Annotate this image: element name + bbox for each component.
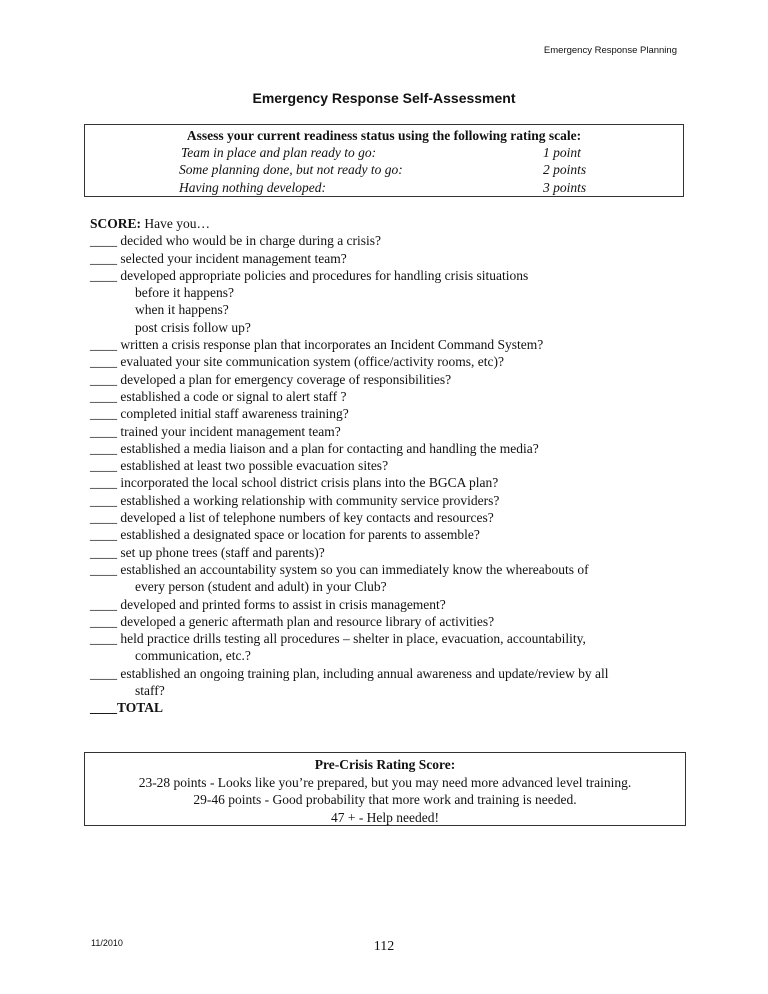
scale-row	[85, 180, 683, 198]
rating-score-line: 47 + - Help needed!	[330, 809, 440, 825]
checklist-item: ____ developed a plan for emergency coverage of responsibilities?	[90, 371, 452, 387]
scale-row	[85, 145, 683, 163]
checklist-intro	[90, 215, 690, 232]
scale-row-points: 2 points	[543, 162, 587, 177]
checklist-item: ____ established a code or signal to alert staff ?	[90, 388, 347, 404]
checklist-continuation: every person (student and adult) in your Club?	[135, 579, 387, 595]
checklist-item: ____ established an accountability system so you can immediately know the whereabouts of	[90, 561, 589, 577]
checklist-item: ____ decided who would be in charge during a crisis?	[90, 233, 382, 249]
scale-row-points: 3 points	[543, 180, 587, 195]
checklist-item: ____ incorporated the local school district crisis plans into the BGCA plan?	[90, 475, 499, 491]
checklist-item: ____ evaluated your site communication system (office/activity rooms, etc)?	[90, 354, 505, 370]
checklist-item: ____ developed a list of telephone numbers of key contacts and resources?	[90, 510, 494, 526]
checklist-item: ____ established a working relationship with community service providers?	[90, 492, 500, 508]
checklist	[90, 215, 690, 717]
rating-score-line: 29-46 points - Good probability that more work and training is needed.	[193, 792, 577, 807]
document-title: Emergency Response Self-Assessment	[252, 90, 516, 106]
rating-score-title: Pre-Crisis Rating Score:	[314, 757, 456, 772]
scale-row-label: Team in place and plan ready to go:	[181, 145, 377, 160]
scale-row-label: Some planning done, but not ready to go:	[179, 162, 403, 177]
header-section-label: Emergency Response Planning	[543, 45, 677, 56]
checklist-item: ____ established a designated space or location for parents to assemble?	[90, 527, 480, 543]
checklist-item: ____ trained your incident management team?	[90, 423, 341, 439]
checklist-sub-item: before it happens?	[135, 285, 234, 301]
footer-date: 11/2010	[91, 938, 123, 948]
checklist-item: ____ developed appropriate policies and procedures for handling crisis situations	[90, 267, 529, 283]
scale-row	[85, 162, 683, 180]
checklist-item: ____ set up phone trees (staff and parents)?	[90, 544, 325, 560]
checklist-item: ____ developed and printed forms to assist in crisis management?	[90, 596, 446, 612]
checklist-continuation: communication, etc.?	[135, 648, 251, 664]
rating-scale-heading: Assess your current readiness status using the following rating scale:	[186, 128, 582, 143]
scale-row-label: Having nothing developed:	[179, 180, 326, 195]
page-number: 112	[373, 939, 395, 954]
checklist-item: ____ developed a generic aftermath plan and resource library of activities?	[90, 613, 495, 629]
checklist-item: ____ written a crisis response plan that incorporates an Incident Command System?	[90, 337, 544, 353]
checklist-continuation: staff?	[135, 683, 165, 699]
checklist-item: ____ established a media liaison and a plan for contacting and handling the media?	[90, 440, 539, 456]
rating-score-line: 23-28 points - Looks like you’re prepared, but you may need more advanced level training.	[138, 774, 632, 790]
checklist-item: ____ established an ongoing training plan, including annual awareness and update/review by all	[90, 665, 609, 681]
score-label: SCORE:	[90, 216, 142, 231]
checklist-item: ____ selected your incident management team?	[90, 250, 347, 266]
checklist-item: ____ held practice drills testing all procedures – shelter in place, evacuation, accountability,	[90, 631, 586, 647]
total-line: ____TOTAL	[90, 700, 164, 716]
checklist-sub-item: post crisis follow up?	[135, 319, 251, 335]
checklist-item: ____ completed initial staff awareness training?	[90, 406, 349, 422]
rating-score-box	[84, 752, 686, 826]
scale-row-points: 1 point	[543, 145, 581, 160]
checklist-sub-item: when it happens?	[135, 302, 229, 318]
rating-scale-box	[84, 124, 684, 197]
checklist-item: ____ established at least two possible evacuation sites?	[90, 458, 389, 474]
intro-text: Have you…	[144, 216, 210, 231]
